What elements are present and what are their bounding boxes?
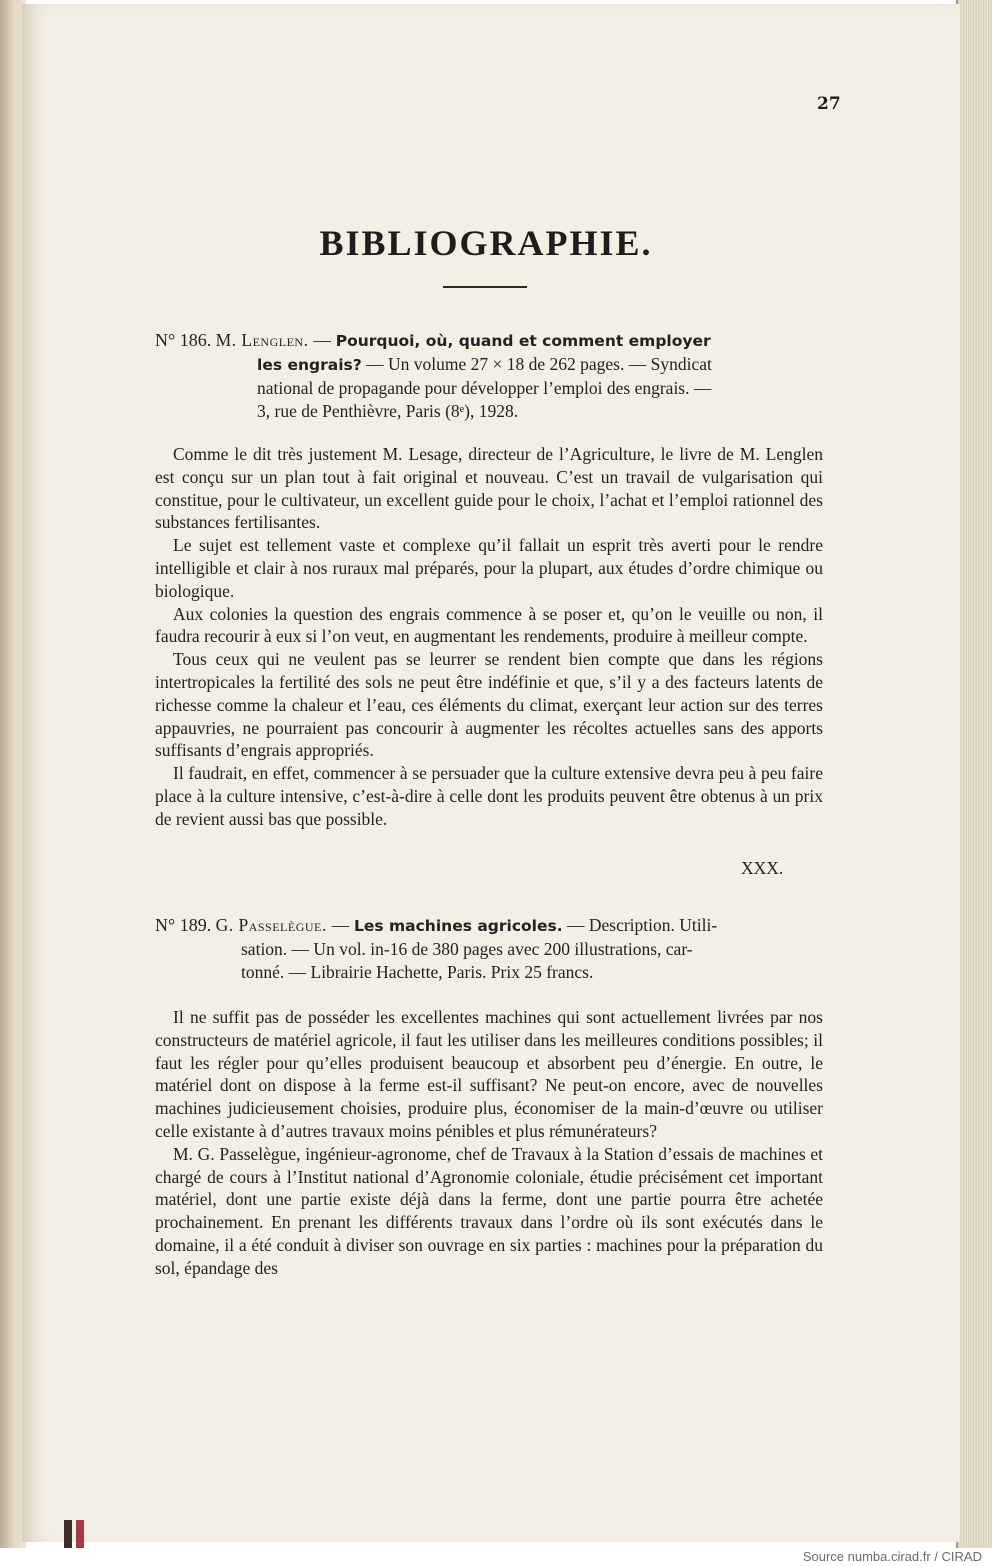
review-186	[155, 443, 823, 831]
entry-line	[155, 961, 815, 984]
entry-number: N° 189.	[155, 915, 212, 935]
entry-details: national de propagande pour développer l’emploi des engrais. —	[257, 378, 712, 398]
review-paragraph: Tous ceux qui ne veulent pas se leurrer se rendent bien compte que dans les régions intertropicales la fertilité des sols ne peut être indéfinie et que, s’il y a des facteurs latents de richesse comme la chaleur et l’eau, ces éléments du climat, exerçant leur action sur des terres appauvries, ne pourraient pas concourir à augmenter les récoltes actuelles sans des apports suffisants d’engrais appropriés.	[155, 649, 823, 761]
entry-author: M. Lenglen. —	[215, 330, 332, 350]
entry-details: — Description. Utili-	[562, 915, 718, 935]
entry-line	[155, 400, 815, 423]
entry-line	[155, 353, 815, 377]
entry-line	[155, 377, 815, 400]
entry-number: N° 186.	[155, 330, 212, 350]
review-paragraph: Il ne suffit pas de posséder les excellentes machines qui sont actuellement livrées par nos constructeurs de matériel agricole, il faut les utiliser dans les meilleures conditions possibles; il faut les régler pour qu’elles produisent beaucoup et absorbent peu d’énergie. En outre, le matériel dont on dispose à la ferme est-il suffisant? Ne peut-on encore, avec de nouvelles machines judicieusement choisies, produire plus, économiser de la main-d’œuvre ou utiliser celle existante à d’autres travaux moins pénibles et plus rémunérateurs?	[155, 1007, 823, 1141]
entry-title: Pourquoi, où, quand et comment employer	[335, 332, 711, 350]
entry-details: — Un volume 27 × 18 de 262 pages. — Syndicat	[361, 354, 712, 374]
review-189	[155, 1006, 823, 1280]
review-paragraph: Aux colonies la question des engrais commence à se poser et, qu’on le veuille ou non, il faudra recourir à eux si l’on veut, en augmentant les rendements, produire à meilleur compte.	[155, 603, 823, 647]
entry-title-continued: les engrais?	[257, 356, 362, 374]
entry-title: Les machines agricoles.	[354, 917, 563, 935]
section-title: BIBLIOGRAPHIE.	[319, 223, 653, 263]
title-rule	[443, 286, 527, 288]
entry-details: 3, rue de Penthièvre, Paris (8ᵉ), 1928.	[257, 401, 519, 421]
bookmark-ribbon	[76, 1520, 84, 1548]
entry-line	[155, 938, 815, 961]
review-signature: XXX.	[741, 858, 784, 878]
entry-details: tonné. — Librairie Hachette, Paris. Prix 25 francs.	[241, 962, 594, 982]
entry-author: G. Passelègue. —	[215, 915, 350, 935]
bookmark-ribbon	[64, 1520, 72, 1548]
bibliography-entry-186	[155, 329, 815, 423]
review-paragraph: Comme le dit très justement M. Lesage, directeur de l’Agriculture, le livre de M. Lenglen est conçu sur un plan tout à fait original et nouveau. C’est un travail de vulgarisation qui constitue, pour le cultivateur, un excellent guide pour le choix, l’achat et l’emploi rationnel des substances fertilisantes.	[155, 444, 823, 533]
source-caption: Source numba.cirad.fr / CIRAD	[802, 1549, 982, 1564]
bibliography-entry-189	[155, 914, 815, 984]
entry-line	[155, 914, 815, 938]
page-number: 27	[817, 94, 841, 114]
entry-details: sation. — Un vol. in-16 de 380 pages avec 200 illustrations, car-	[241, 939, 693, 959]
review-paragraph: M. G. Passelègue, ingénieur-agronome, chef de Travaux à la Station d’essais de machines et chargé de cours à l’Institut national d’Agronomie coloniale, étudie précisément cet important matériel, dont une partie existe déjà dans la ferme, dont une partie pourra être achetée prochainement. En prenant les différents travaux dans l’ordre où ils sont exécutés dans le domaine, il a été conduit à diviser son ouvrage en six parties : machines pour la préparation du sol, épandage des	[155, 1143, 823, 1278]
entry-line	[155, 329, 815, 353]
review-paragraph: Il faudrait, en effet, commencer à se persuader que la culture extensive devra peu à peu faire place à la culture intensive, c’est-à-dire à celle dont les produits peuvent être obtenus à un prix de revient aussi bas que possible.	[155, 763, 823, 829]
review-paragraph: Le sujet est tellement vaste et complexe qu’il fallait un esprit très averti pour le rendre intelligible et clair à nos ruraux mal préparés, pour la plupart, aux études d’ordre chimique ou biologique.	[155, 535, 823, 601]
